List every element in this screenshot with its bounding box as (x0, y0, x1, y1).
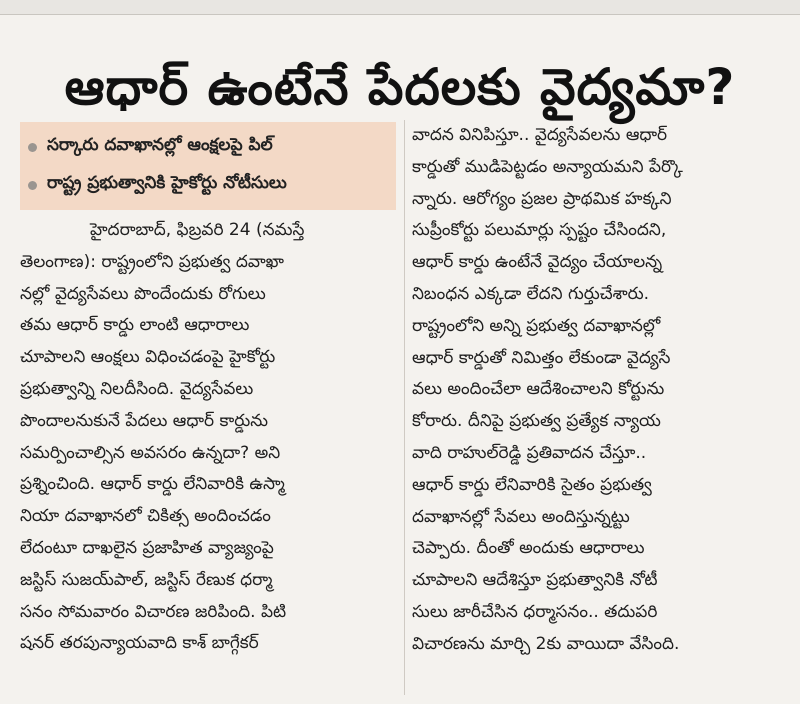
highlights-box (20, 122, 396, 210)
column-divider (404, 120, 405, 695)
bullet-icon (28, 143, 37, 152)
article-line: రాష్ట్రంలోని అన్ని ప్రభుత్వ దవాఖానల్లో (412, 315, 661, 336)
article-line: సులు జారీచేసిన ధర్మాసనం.. తదుపరి (412, 601, 658, 622)
article-line: ఆధార్ కార్డు లేనివారికి సైతం ప్రభుత్వ (412, 474, 652, 495)
highlight-item (28, 128, 388, 166)
article-line: తెలంగాణ): రాష్ట్రంలోని ప్రభుత్వ దవాఖా (20, 251, 284, 272)
article-line: సుప్రీంకోర్టు పలుమార్లు స్పష్టం చేసిందని, (412, 220, 667, 241)
article-line: చూపాలని ఆంక్షలు విధించడంపై హైకోర్టు (20, 347, 276, 368)
highlight-text: రాష్ట్ర ప్రభుత్వానికి హైకోర్టు నోటీసులు (47, 173, 287, 193)
article-line: పొందాలనుకునే పేదలు ఆధార్ కార్డును (20, 410, 269, 431)
article-line: సనం సోమవారం విచారణ జరిపింది. పిటి (20, 601, 287, 622)
article-column-left (20, 215, 396, 695)
article-line: నిబంధన ఎక్కడా లేదని గుర్తుచేశారు. (412, 283, 649, 304)
article-column-right (412, 120, 784, 695)
article-line: షనర్ తరపున్యాయవాది కాశ్ బాగ్గేకర్ (20, 633, 259, 654)
article-line: వాది రాహుల్‌రెడ్డి ప్రతివాదన చేస్తూ.. (412, 442, 647, 463)
article-line: విచారణను మార్చి 2కు వాయిదా వేసింది. (412, 633, 680, 654)
article-line: లేదంటూ దాఖలైన ప్రజాహిత వ్యాజ్యంపై (20, 537, 274, 558)
article-line: చెప్పారు. దీంతో అందుకు ఆధారాలు (412, 538, 645, 559)
article-line: ప్రశ్నించింది. ఆధార్ కార్డు లేనివారికి ఉస్మా (20, 474, 285, 495)
article-line: జస్టిస్ సుజయ్‌పాల్, జస్టిస్ రేణుక ధర్మా (20, 569, 273, 590)
article-line: ఆధార్ కార్డు ఉంటేనే వైద్యం చేయాలన్న (412, 252, 663, 273)
article-line: ఆధార్ కార్డుతో నిమిత్తం లేకుండా వైద్యసే (412, 347, 671, 368)
article-line: న్నారు. ఆరోగ్యం ప్రజల ప్రాథమిక హక్కని (412, 188, 672, 209)
article-line: కార్డుతో ముడిపెట్టడం అన్యాయమని పేర్కొ (412, 156, 683, 177)
article-line: ప్రభుత్వాన్ని నిలదీసింది. వైద్యసేవలు (20, 378, 254, 399)
highlight-item (28, 166, 388, 204)
article-line: వాదన వినిపిస్తూ.. వైద్యసేవలను ఆధార్ (412, 125, 668, 145)
article-line: హైదరాబాద్, ఫిబ్రవరి 24 (నమస్తే (90, 220, 305, 240)
article-line: వలు అందించేలా ఆదేశించాలని కోర్టును (412, 379, 665, 400)
top-border-strip (0, 0, 800, 15)
article-line: సమర్పించాల్సిన అవసరం ఉన్నదా? అని (20, 442, 281, 463)
article-line: దవాఖానల్లో సేవలు అందిస్తున్నట్టు (412, 506, 630, 527)
article-line: చూపాలని ఆదేశిస్తూ ప్రభుత్వానికి నోటీ (412, 570, 658, 591)
article-line: తమ ఆధార్ కార్డు లాంటి ఆధారాలు (20, 315, 250, 336)
article-line: నియా దవాఖానలో చికిత్స అందించడం (20, 506, 271, 527)
bullet-icon (28, 181, 37, 190)
headline: ఆధార్ ఉంటేనే పేదలకు వైద్యమా? (64, 58, 736, 116)
article-line: నల్లో వైద్యసేవలు పొందేందుకు రోగులు (20, 283, 266, 304)
article-line: కోరారు. దీనిపై ప్రభుత్వ ప్రత్యేక న్యాయ (412, 411, 661, 432)
highlight-text: సర్కారు దవాఖానల్లో ఆంక్షలపై పిల్ (47, 135, 273, 155)
